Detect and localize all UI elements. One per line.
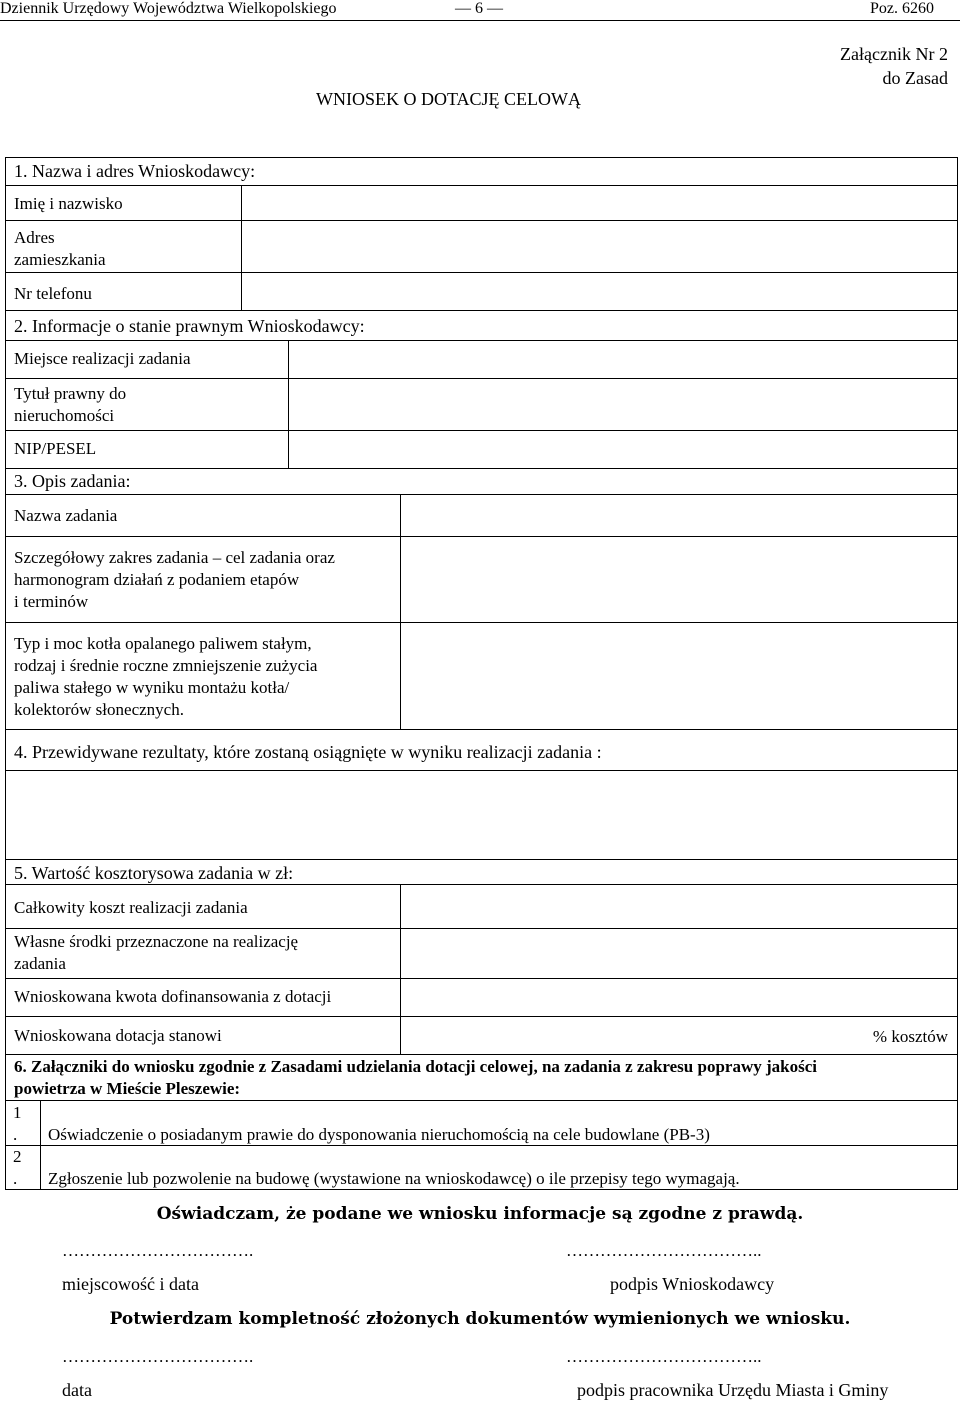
scope-line-2: harmonogram działań z podaniem etapów [14, 570, 300, 589]
section-1-heading: 1. Nazwa i adres Wnioskodawcy: [14, 161, 256, 181]
grant-share-label: Wnioskowana dotacja stanowi [14, 1026, 222, 1045]
declaration-text: Oświadczam, że podane we wniosku informacje są zgodne z prawdą. [156, 1204, 804, 1224]
boiler-field[interactable] [401, 623, 957, 729]
scope-label [14, 547, 335, 613]
legal-title-label [14, 383, 126, 427]
position-number: Poz. 6260 [870, 0, 934, 17]
total-cost-label: Całkowity koszt realizacji zadania [14, 898, 248, 917]
results-field[interactable] [6, 771, 957, 859]
attachment-2-text: Zgłoszenie lub pozwolenie na budowę (wystawione na wnioskodawcę) o ile przepisy tego wymagają. [48, 1169, 740, 1188]
attachment-2-number [13, 1146, 22, 1190]
phone-label: Nr telefonu [14, 284, 92, 303]
section-6-heading-line-1: 6. Załączniki do wniosku zgodnie z Zasadami udzielania dotacji celowej, na zadania z zakresu poprawy jakości [14, 1057, 817, 1076]
legal-title-line-2: nieruchomości [14, 406, 115, 425]
annex-label [840, 42, 948, 90]
signature-dots-place-date: ……………………………. [62, 1241, 254, 1260]
attachment-1-digit: 1 [13, 1103, 22, 1122]
own-funds-label [14, 931, 298, 975]
attachment-1-text: Oświadczenie o posiadanym prawie do dysponowania nieruchomością na cele budowlane (PB-3) [48, 1125, 710, 1144]
place-label: Miejsce realizacji zadania [14, 349, 191, 368]
address-label-line-2: zamieszkania [14, 250, 106, 269]
section-6-heading-line-2: powietrza w Mieście Pleszewie: [14, 1079, 241, 1098]
task-name-label: Nazwa zadania [14, 506, 118, 525]
attachment-1-number [13, 1102, 22, 1146]
section-5-heading: 5. Wartość kosztorysowa zadania w zł: [14, 863, 294, 883]
date-caption: data [62, 1380, 92, 1400]
signature-dots-officer: …………………………….. [566, 1347, 762, 1366]
applicant-signature-caption: podpis Wnioskodawcy [610, 1274, 775, 1294]
page-number: — 6 — [455, 0, 503, 17]
scope-field[interactable] [401, 537, 957, 622]
nip-field[interactable] [289, 431, 957, 468]
place-field[interactable] [289, 341, 957, 378]
total-cost-field[interactable] [401, 885, 957, 928]
section-4-heading: 4. Przewidywane rezultaty, które zostaną osiągnięte w wyniku realizacji zadania : [14, 742, 602, 762]
section-6-heading [14, 1056, 817, 1100]
address-field[interactable] [242, 221, 957, 272]
place-date-caption: miejscowość i data [62, 1274, 199, 1294]
boiler-label [14, 633, 317, 721]
header-rule [0, 20, 960, 21]
signature-dots-applicant: …………………………….. [566, 1241, 762, 1260]
requested-amount-label: Wnioskowana kwota dofinansowania z dotacji [14, 987, 332, 1006]
requested-amount-field[interactable] [401, 979, 957, 1016]
phone-field[interactable] [242, 273, 957, 310]
attachment-2-dot: . [13, 1169, 18, 1188]
scope-line-1: Szczegółowy zakres zadania – cel zadania oraz [14, 548, 335, 567]
address-label [14, 227, 106, 271]
own-funds-line-2: zadania [14, 954, 66, 973]
grant-share-suffix: % kosztów [872, 1027, 948, 1046]
annex-line-1: Załącznik Nr 2 [840, 44, 948, 64]
nip-label: NIP/PESEL [14, 439, 97, 458]
own-funds-field[interactable] [401, 929, 957, 978]
own-funds-line-1: Własne środki przeznaczone na realizację [14, 932, 299, 951]
annex-line-2: do Zasad [882, 68, 948, 88]
signature-dots-date: ……………………………. [62, 1347, 254, 1366]
grant-share-field[interactable] [401, 1017, 851, 1054]
name-field[interactable] [242, 186, 957, 219]
boiler-line-3: paliwa stałego w wyniku montażu kotła/ [14, 678, 290, 697]
form-title: WNIOSEK O DOTACJĘ CELOWĄ [316, 89, 582, 109]
task-name-field[interactable] [401, 495, 957, 536]
address-label-line-1: Adres [14, 228, 55, 247]
attachment-2-digit: 2 [13, 1147, 22, 1166]
scope-line-3: i terminów [14, 592, 89, 611]
legal-title-line-1: Tytuł prawny do [14, 384, 127, 403]
attachment-1-dot: . [13, 1125, 18, 1144]
boiler-line-1: Typ i moc kotła opalanego paliwem stałym, [14, 634, 312, 653]
journal-name: Dziennik Urzędowy Województwa Wielkopolskiego [0, 0, 337, 17]
confirmation-text: Potwierdzam kompletność złożonych dokumentów wymienionych we wniosku. [109, 1309, 851, 1329]
boiler-line-4: kolektorów słonecznych. [14, 700, 184, 719]
officer-signature-caption: podpis pracownika Urzędu Miasta i Gminy [577, 1380, 889, 1400]
boiler-line-2: rodzaj i średnie roczne zmniejszenie zużycia [14, 656, 318, 675]
name-label: Imię i nazwisko [14, 194, 123, 213]
section-2-heading: 2. Informacje o stanie prawnym Wnioskodawcy: [14, 316, 365, 336]
legal-title-field[interactable] [289, 379, 957, 430]
section-3-heading: 3. Opis zadania: [14, 471, 131, 491]
